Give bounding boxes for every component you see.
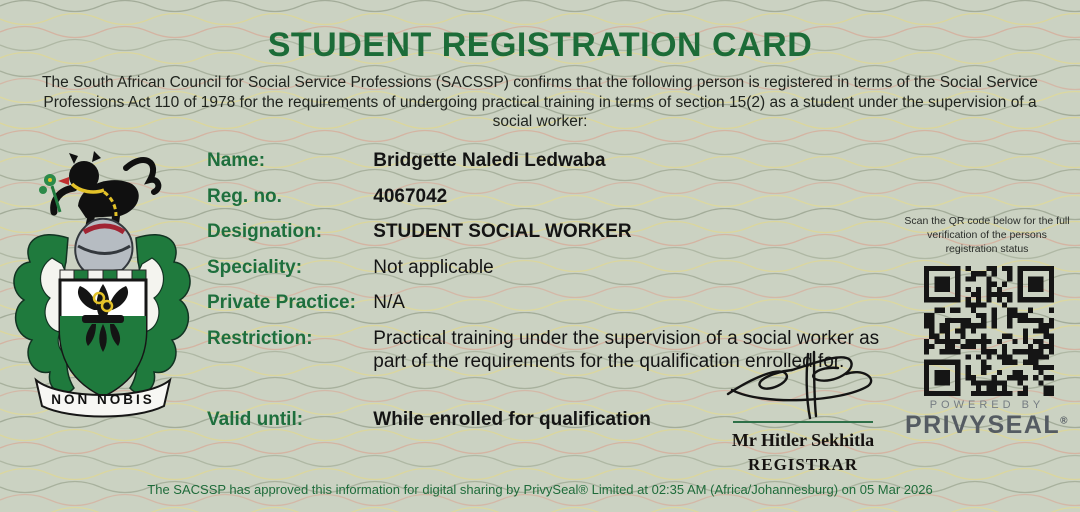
signature-scribble <box>722 350 882 420</box>
sacssp-crest <box>8 140 196 418</box>
field-label-restriction: Restriction: <box>207 328 313 349</box>
qr-code <box>924 266 1054 396</box>
privyseal-wordmark: PRIVYSEAL <box>904 411 1061 439</box>
field-label-speciality: Speciality: <box>207 257 303 278</box>
field-row-valid-until <box>207 408 651 431</box>
field-row-private-practice <box>207 291 405 314</box>
field-value-reg-no: 4067042 <box>373 186 448 207</box>
field-label-name: Name: <box>207 150 266 171</box>
registrar-name: Mr Hitler Sekhitla <box>731 430 875 450</box>
field-value-valid-until: While enrolled for qualification <box>373 409 651 430</box>
motto-text: NON NOBIS <box>51 392 155 407</box>
field-row-reg-no <box>207 185 447 208</box>
helmet-icon <box>75 219 132 272</box>
field-value-private-practice: N/A <box>373 292 405 313</box>
approval-footer-text: The SACSSP has approved this information for digital sharing by PrivySeal® Limited at 02:35 AM (Africa/Johannesburg) on 05 Mar 2026 <box>147 482 933 497</box>
page-title: STUDENT REGISTRATION CARD <box>267 26 813 64</box>
field-label-valid-until: Valid until: <box>207 409 304 430</box>
field-value-designation: STUDENT SOCIAL WORKER <box>373 221 632 242</box>
field-value-speciality: Not applicable <box>373 257 494 278</box>
privyseal-logo <box>898 411 1076 440</box>
signature-line <box>733 421 873 423</box>
field-label-private-practice: Private Practice: <box>207 292 356 313</box>
field-row-designation <box>207 220 632 243</box>
intro-text: The South African Council for Social Service Professions (SACSSP) confirms that the following person is registered in terms of the Social Service Professions Act 110 of 1978 for the requirements of undergoing practical training in terms of section 15(2) as a student under the supervision of a social worker: <box>42 74 1038 131</box>
qr-instruction-text: Scan the QR code below for the full verification of the persons registration status <box>904 215 1070 256</box>
powered-by-label: POWERED BY <box>929 399 1045 411</box>
field-row-name <box>207 149 606 172</box>
field-label-reg-no: Reg. no. <box>207 186 282 207</box>
field-row-speciality <box>207 256 494 279</box>
field-value-restriction: Practical training under the supervision of a social worker as part of the requirements for the qualification enrolled for. <box>373 328 880 373</box>
field-label-designation: Designation: <box>207 221 323 242</box>
registered-mark: ® <box>1060 415 1070 427</box>
field-value-name: Bridgette Naledi Ledwaba <box>373 150 606 171</box>
registrar-title: REGISTRAR <box>747 455 859 474</box>
